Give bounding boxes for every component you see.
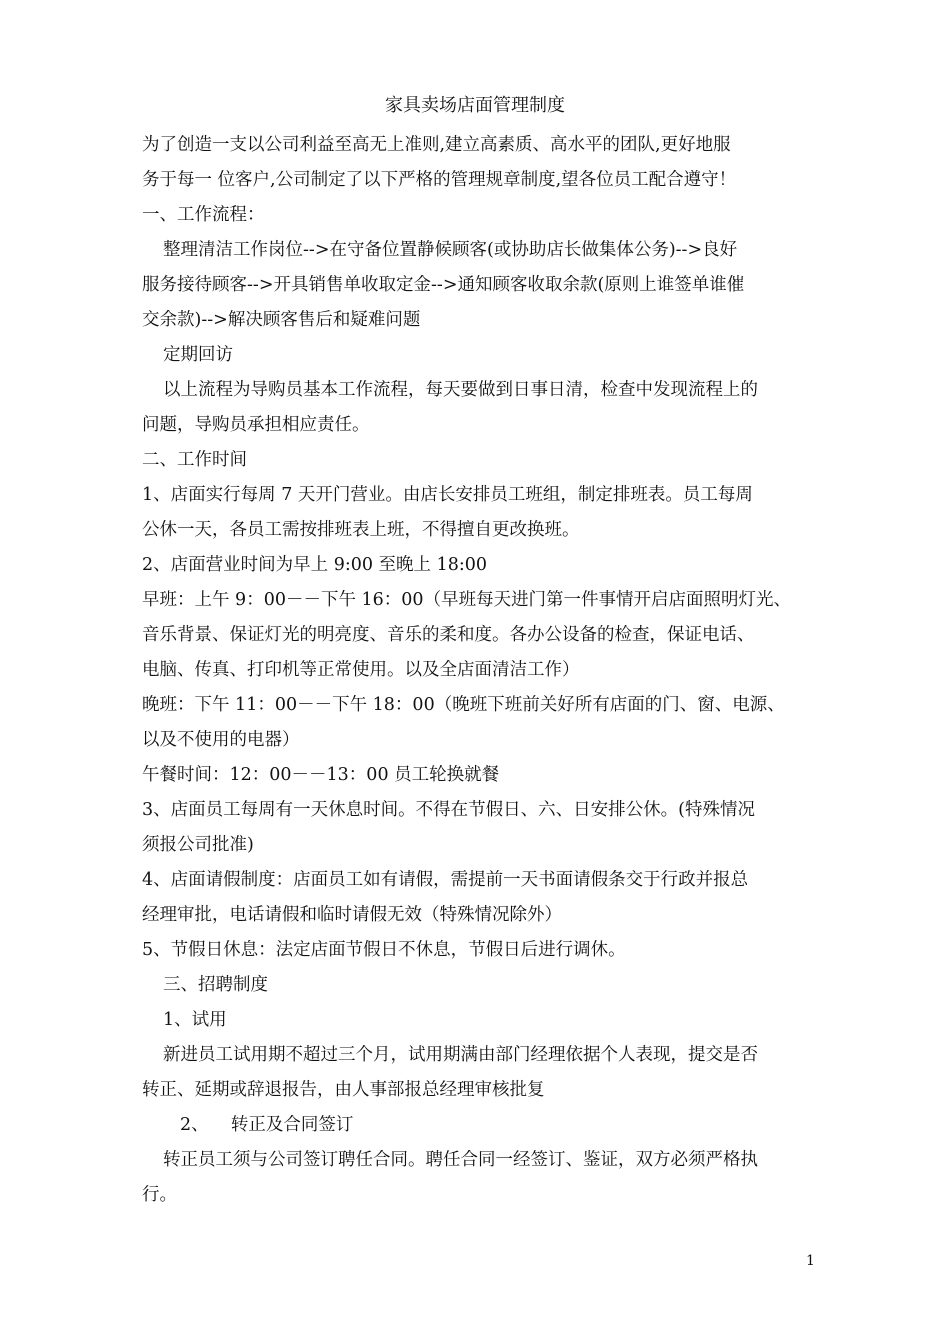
workflow-line-3: 交余款)-->解决顾客售后和疑难问题: [142, 310, 421, 330]
work-time-item-3-line-2: 须报公司批准): [142, 835, 254, 855]
work-time-item-2: 2、店面营业时间为早上 9:00 至晚上 18:00: [142, 555, 488, 575]
recruitment-item-2-line-2: 行。: [142, 1185, 177, 1205]
section-heading-workflow: 一、工作流程：: [142, 205, 265, 225]
work-time-item-4-line-1: 4、店面请假制度：店面员工如有请假，需提前一天书面请假条交于行政并报总: [142, 870, 749, 890]
recruitment-item-1-line-1: 新进员工试用期不超过三个月，试用期满由部门经理依据个人表现，提交是否: [163, 1045, 758, 1065]
work-time-item-1-line-1: 1、店面实行每周 7 天开门营业。由店长安排员工班组，制定排班表。员工每周: [142, 485, 753, 505]
morning-shift-line-1: 早班：上午 9：00－－下午 16：00（早班每天进门第一件事情开启店面照明灯光、: [142, 590, 792, 610]
workflow-note-line-1: 以上流程为导购员基本工作流程，每天要做到日事日清，检查中发现流程上的: [163, 380, 758, 400]
recruitment-item-1-heading: 1、试用: [163, 1010, 227, 1030]
section-heading-recruitment: 三、招聘制度: [163, 975, 268, 995]
work-time-item-1-line-2: 公休一天，各员工需按排班表上班，不得擅自更改换班。: [142, 520, 580, 540]
work-time-item-3-line-1: 3、店面员工每周有一天休息时间。不得在节假日、六、日安排公休。(特殊情况: [142, 800, 755, 820]
page-number: 1: [806, 1253, 815, 1269]
recruitment-item-1-line-2: 转正、延期或辞退报告，由人事部报总经理审核批复: [142, 1080, 545, 1100]
work-time-item-5: 5、节假日休息：法定店面节假日不休息，节假日后进行调休。: [142, 940, 626, 960]
workflow-line-2: 服务接待顾客-->开具销售单收取定金-->通知顾客收取余款(原则上谁签单谁催: [142, 275, 745, 295]
morning-shift-line-2: 音乐背景、保证灯光的明亮度、音乐的柔和度。各办公设备的检查，保证电话、: [142, 625, 755, 645]
recruitment-item-2-heading: 2、 转正及合同签订: [180, 1115, 354, 1135]
workflow-revisit: 定期回访: [163, 345, 233, 365]
evening-shift-line-1: 晚班：下午 11：00－－下午 18：00（晚班下班前关好所有店面的门、窗、电源、: [142, 695, 785, 715]
document-title: 家具卖场店面管理制度: [385, 95, 565, 116]
workflow-line-1: 整理清洁工作岗位-->在守备位置静候顾客(或协助店长做集体公务)-->良好: [163, 240, 738, 260]
section-heading-work-time: 二、工作时间: [142, 450, 247, 470]
document-body: [142, 128, 812, 1213]
morning-shift-line-3: 电脑、传真、打印机等正常使用。以及全店面清洁工作）: [142, 660, 580, 680]
intro-line-1: 为了创造一支以公司利益至高无上准则,建立高素质、高水平的团队,更好地服: [142, 135, 731, 155]
lunch-time: 午餐时间：12：00－－13：00 员工轮换就餐: [142, 765, 500, 785]
recruitment-item-2-line-1: 转正员工须与公司签订聘任合同。聘任合同一经签订、鉴证，双方必须严格执: [163, 1150, 758, 1170]
work-time-item-4-line-2: 经理审批，电话请假和临时请假无效（特殊情况除外）: [142, 905, 562, 925]
workflow-note-line-2: 问题，导购员承担相应责任。: [142, 415, 370, 435]
intro-line-2: 务于每一 位客户,公司制定了以下严格的管理规章制度,望各位员工配合遵守！: [142, 170, 737, 190]
evening-shift-line-2: 以及不使用的电器）: [142, 730, 300, 750]
